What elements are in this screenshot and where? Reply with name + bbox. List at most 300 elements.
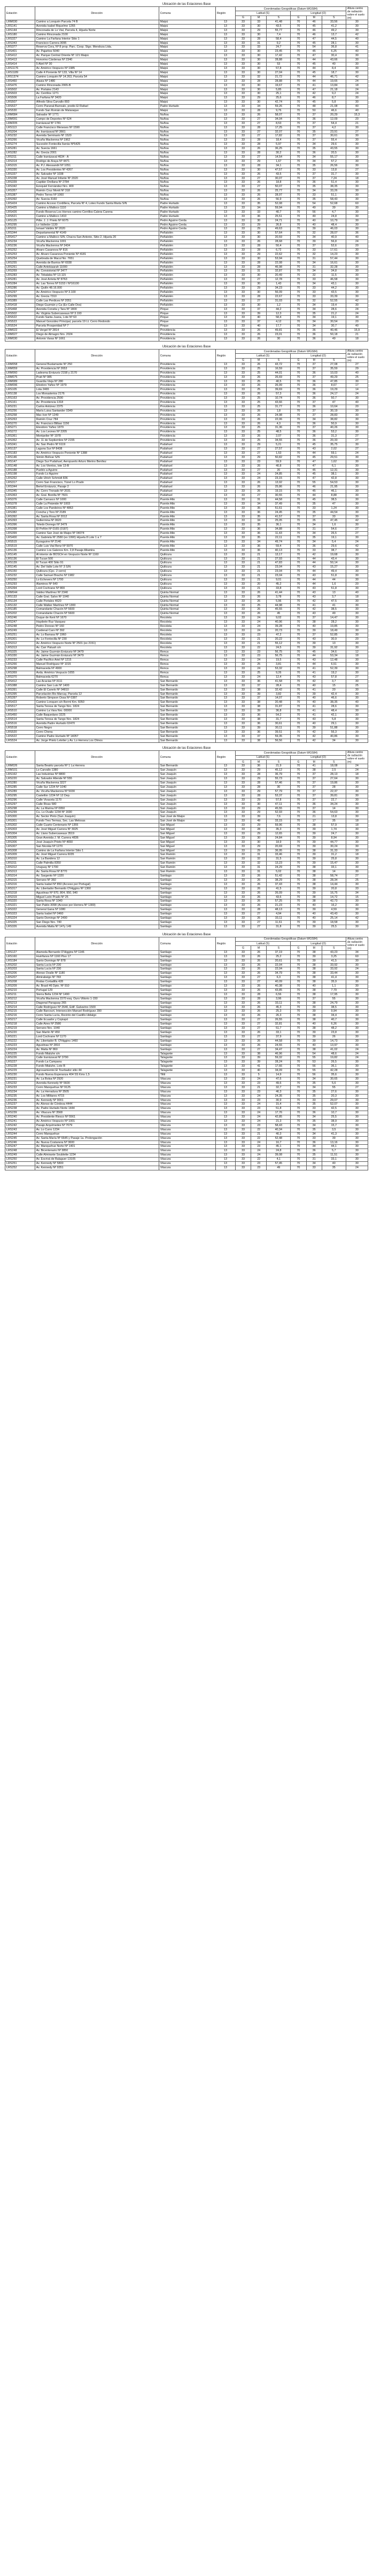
table-row (5, 646, 368, 650)
cell-lon-s: 56,8 (322, 240, 346, 244)
cell-lat-s: 30 (267, 337, 291, 341)
cell-lat-g: 33 (235, 193, 251, 198)
cell-lat-g: 33 (235, 316, 251, 320)
cell-lon-m: 47 (306, 464, 322, 468)
cell-lon-g: 70 (291, 1027, 306, 1031)
section-title: Ubicación de las Estaciones Base (162, 747, 211, 750)
cell-estacion: LRS370 (5, 675, 35, 679)
cell-comuna: Renca (159, 667, 215, 671)
cell-lon-g: 70 (291, 151, 306, 156)
cell-lon-g: 70 (291, 658, 306, 663)
cell-lon-g: 70 (291, 739, 306, 743)
cell-lon-g: 70 (291, 1022, 306, 1027)
cell-direccion: Calle Francisco Meneses Nº 1590 (35, 126, 159, 130)
cell-lon-m: 33 (306, 193, 322, 198)
cell-comuna: San Bernardo (159, 679, 215, 684)
cell-comuna: Providencia (159, 379, 215, 384)
cell-altura: 40 (346, 401, 368, 405)
cell-lat-m: 30 (251, 71, 267, 75)
cell-lon-g: 70 (291, 591, 306, 595)
cell-lon-s: 4,59 (322, 908, 346, 912)
cell-lat-s: 34,79 (267, 972, 291, 976)
cell-comuna: Puente Alto (159, 540, 215, 544)
cell-lon-g: 70 (291, 75, 306, 79)
table-row (5, 45, 368, 50)
cell-lon-m: 37 (306, 401, 322, 405)
cell-lat-g: 33 (235, 739, 251, 743)
cell-lat-m: 28 (251, 79, 267, 83)
cell-comuna: Vitacura (159, 1120, 215, 1124)
cell-lon-g: 70 (291, 417, 306, 422)
cell-lon-s: 28,6 (322, 307, 346, 312)
cell-lon-s: 48,2 (322, 1027, 346, 1031)
cell-lat-s: 1,53 (267, 451, 291, 455)
cell-lat-m: 28 (251, 164, 267, 168)
cell-lon-m: 37 (306, 362, 322, 367)
cell-altura: 24 (346, 451, 368, 455)
cell-direccion: Cerro Santa Lucía, Recinto del Castillo Hidalgo (35, 1014, 159, 1018)
cell-direccion: Calle Rodríguez Nº 2640, Edif. Galvarino 1500 (35, 1005, 159, 1010)
cell-region: 13 (215, 1094, 235, 1098)
cell-comuna: Santiago (159, 976, 215, 980)
cell-lat-g: 33 (235, 63, 251, 67)
table-row (5, 654, 368, 658)
cell-altura: 30 (346, 565, 368, 570)
table-row (5, 405, 368, 409)
cell-lat-g: 33 (235, 882, 251, 887)
cell-lat-m: 26 (251, 362, 267, 367)
cell-estacion: LRS219 (5, 1027, 35, 1031)
cell-comuna: Padre Hurtado (159, 206, 215, 210)
cell-estacion: LRS424 (5, 201, 35, 206)
cell-direccion: Alasia Nº 1480 (35, 79, 159, 83)
cell-lon-s: 18,7 (322, 71, 346, 75)
cell-lat-g: 33 (235, 223, 251, 227)
cell-lon-s: 24,7 (322, 832, 346, 836)
table-row (5, 891, 368, 895)
cell-altura: 24 (346, 88, 368, 92)
cell-direccion: Av. Consistorial Nº 3477 (35, 269, 159, 274)
cell-lat-m: 25 (251, 439, 267, 443)
cell-comuna: Puente Alto (159, 536, 215, 540)
cell-lat-m: 30 (251, 802, 267, 806)
cell-region: 13 (215, 1001, 235, 1005)
cell-estacion: LRS252 (5, 1166, 35, 1170)
cell-direccion: Camino a Lonquén Parcela 74 B (35, 20, 159, 25)
cell-lat-g: 33 (235, 105, 251, 109)
cell-estacion: LRS301 (5, 819, 35, 824)
cell-lat-m: 25 (251, 388, 267, 392)
cell-altura: 30 (346, 899, 368, 904)
cell-comuna: San Joaquín (159, 773, 215, 777)
cell-region: 13 (215, 899, 235, 904)
table-row (5, 663, 368, 667)
table-row (5, 1162, 368, 1166)
cell-comuna: Maipú (159, 96, 215, 100)
cell-lon-s: 31,33 (322, 849, 346, 853)
cell-direccion: Agustinas Nº 2810 (35, 1043, 159, 1048)
cell-altura: 30 (346, 379, 368, 384)
cell-region: 13 (215, 794, 235, 798)
cell-direccion: Av. 11 de Septiembre Nº 2155 (35, 439, 159, 443)
cell-lat-g: 33 (235, 392, 251, 397)
cell-estacion: LRS136 (5, 548, 35, 553)
cell-comuna: Quinta Normal (159, 595, 215, 599)
cell-lon-m: 43 (306, 574, 322, 578)
cell-lat-m: 27 (251, 1048, 267, 1052)
cell-direccion: Serrano Nro. 1040 (35, 1027, 159, 1031)
cell-lon-s: 13,8 (322, 815, 346, 819)
cell-lat-g: 33 (235, 219, 251, 223)
cell-altura: 30 (346, 734, 368, 739)
table-row (5, 849, 368, 853)
cell-region: 13 (215, 874, 235, 879)
cell-lat-s: 38,29 (267, 878, 291, 882)
header-latitud: Latitud (S) (235, 755, 290, 759)
cell-region: 13 (215, 92, 235, 96)
header-lat-m: M (251, 358, 267, 362)
cell-comuna: San Miguel (159, 832, 215, 836)
cell-lon-s: 19,2 (322, 671, 346, 676)
cell-lon-s: 35 (322, 1166, 346, 1170)
cell-lat-m: 29 (251, 777, 267, 781)
cell-altura: 20 (346, 637, 368, 641)
cell-region: 13 (215, 599, 235, 603)
cell-lat-m: 29 (251, 443, 267, 447)
cell-altura: 27 (346, 434, 368, 439)
cell-altura: 30 (346, 1031, 368, 1035)
cell-direccion: Pasaje Arquímedes Nº 7079 (35, 1123, 159, 1128)
cell-direccion: Av. Padre Hurtado Norte 1444 (35, 1107, 159, 1111)
cell-region: 13 (215, 274, 235, 278)
cell-lat-m: 27 (251, 451, 267, 455)
cell-lat-g: 33 (235, 1010, 251, 1014)
cell-region: 13 (215, 320, 235, 324)
cell-lon-s: 8,7 (322, 96, 346, 100)
cell-direccion: Eleodoro Yañez 1879 (35, 426, 159, 430)
cell-estacion: LRS230 (5, 1073, 35, 1077)
cell-altura: 30 (346, 265, 368, 269)
table-row (5, 633, 368, 637)
cell-lat-g: 33 (235, 455, 251, 460)
cell-direccion: Bertel Errázuriz, Pasaje 2 (35, 485, 159, 490)
cell-lat-m: 28 (251, 265, 267, 269)
cell-lon-g: 70 (291, 83, 306, 88)
cell-estacion: LRM060 (5, 371, 35, 375)
table-row (5, 379, 368, 384)
cell-direccion: Balmaceda Nº 4900 (35, 667, 159, 671)
cell-lat-g: 33 (235, 536, 251, 540)
cell-estacion: LRS148 (5, 464, 35, 468)
cell-direccion: Pueblo a Aguirre (35, 468, 159, 472)
cell-altura: 30 (346, 1018, 368, 1022)
cell-region: 13 (215, 185, 235, 189)
cell-comuna: Santiago (159, 972, 215, 976)
cell-lon-m: 38 (306, 1001, 322, 1005)
cell-region: 13 (215, 105, 235, 109)
cell-estacion: LRS161 (5, 401, 35, 405)
cell-altura: 30 (346, 126, 368, 130)
cell-lon-g: 70 (291, 201, 306, 206)
cell-lat-g: 33 (235, 1048, 251, 1052)
cell-lon-g: 70 (291, 798, 306, 802)
cell-region: 13 (215, 836, 235, 840)
cell-lon-g: 70 (291, 967, 306, 972)
cell-lon-s: 42,8 (322, 477, 346, 481)
cell-estacion: LRS514 (5, 718, 35, 722)
cell-lat-m: 25 (251, 603, 267, 608)
cell-region: 13 (215, 713, 235, 718)
cell-lon-m: 38 (306, 972, 322, 976)
cell-estacion: LRS255 (5, 261, 35, 265)
cell-lon-g: 70 (291, 1010, 306, 1014)
cell-direccion: Fundo Mialuhe s/n (35, 1052, 159, 1056)
cell-lat-g: 33 (235, 181, 251, 185)
header-lon-g: G (291, 15, 306, 20)
cell-direccion: Av. Los Leones Nº 2205 (35, 430, 159, 434)
cell-direccion: Camino Padre Hurtado Nº 14057 (35, 734, 159, 739)
cell-altura: 20 (346, 405, 368, 409)
cell-lat-s: 31,03 (267, 299, 291, 303)
cell-direccion: Sierra Bella 1234 Nº 1490 (35, 992, 159, 997)
cell-direccion: Av. Cerrillos 1271 (35, 92, 159, 96)
cell-lon-m: 38 (306, 895, 322, 899)
cell-lat-s: 21,3 (267, 1120, 291, 1124)
cell-lat-m: 26 (251, 967, 267, 972)
cell-region: 13 (215, 1145, 235, 1149)
cell-lat-m: 38 (251, 701, 267, 705)
cell-region: 13 (215, 121, 235, 126)
table-row (5, 908, 368, 912)
cell-comuna: San Ramón (159, 866, 215, 870)
cell-lat-g: 33 (235, 1094, 251, 1098)
cell-region: 13 (215, 269, 235, 274)
cell-region: 13 (215, 608, 235, 612)
table-row (5, 156, 368, 160)
cell-altura: 30 (346, 156, 368, 160)
cell-lon-m: 36 (306, 379, 322, 384)
cell-lat-g: 33 (235, 925, 251, 929)
cell-lon-m: 39 (306, 891, 322, 895)
table-row (5, 565, 368, 570)
cell-lon-s: 21,18 (322, 88, 346, 92)
cell-lon-s: 28,83 (322, 413, 346, 417)
cell-lon-m: 42 (306, 679, 322, 684)
cell-lon-m: 34 (306, 1123, 322, 1128)
cell-comuna: Vitacura (159, 1115, 215, 1120)
cell-lat-m: 26 (251, 950, 267, 955)
cell-lat-g: 33 (235, 92, 251, 96)
table-row (5, 134, 368, 138)
cell-lat-m: 24 (251, 629, 267, 633)
cell-region: 13 (215, 548, 235, 553)
cell-estacion: LRS236 (5, 1098, 35, 1103)
cell-region: 13 (215, 294, 235, 299)
cell-lat-m: 27 (251, 1022, 267, 1027)
cell-lon-s: 9,94 (322, 1010, 346, 1014)
header-lat-s: S (267, 946, 291, 950)
cell-lon-s: 52,07 (322, 1103, 346, 1107)
cell-lat-g: 33 (235, 28, 251, 33)
cell-region: 13 (215, 1115, 235, 1120)
cell-lon-g: 70 (291, 1153, 306, 1158)
cell-lat-s: 18,4 (267, 138, 291, 143)
cell-lon-m: 47 (306, 88, 322, 92)
cell-altura: 30 (346, 904, 368, 908)
cell-lat-s: 24,5 (267, 646, 291, 650)
cell-region: 13 (215, 79, 235, 83)
cell-lon-m: 36 (306, 405, 322, 409)
cell-lat-m: 26 (251, 392, 267, 397)
cell-lon-m: 34 (306, 143, 322, 147)
cell-lon-g: 70 (291, 109, 306, 113)
table-row (5, 1018, 368, 1022)
header-coordinates: Coordenadas Geográficas (Datum WGS84) (235, 937, 346, 941)
cell-altura: 30 (346, 261, 368, 265)
cell-lon-s: 50,7 (322, 397, 346, 401)
cell-region: 13 (215, 24, 235, 28)
cell-altura: 30 (346, 1149, 368, 1153)
cell-region: 13 (215, 134, 235, 138)
cell-lon-s: 26,5 (322, 1060, 346, 1065)
table-row (5, 210, 368, 214)
table-row (5, 333, 368, 337)
cell-lon-m: 39 (306, 920, 322, 925)
table-row (5, 1065, 368, 1069)
cell-lon-m: 38 (306, 769, 322, 773)
cell-direccion: Uruguay Nº 1700 (35, 866, 159, 870)
cell-lon-s: 16,61 (322, 261, 346, 265)
table-row (5, 853, 368, 857)
cell-estacion: LRS207 (5, 976, 35, 980)
cell-lat-g: 33 (235, 502, 251, 506)
cell-comuna: Puente Alto (159, 548, 215, 553)
cell-lat-m: 24 (251, 1077, 267, 1081)
cell-lat-m: 21 (251, 565, 267, 570)
cell-region: 13 (215, 206, 235, 210)
cell-altura: 30 (346, 1039, 368, 1043)
cell-direccion: José Joaquín Prieto Nº 4650 (35, 840, 159, 844)
cell-lat-m: 26 (251, 485, 267, 490)
cell-comuna: Talagante (159, 1069, 215, 1073)
cell-lat-m: 26 (251, 899, 267, 904)
cell-lon-m: 45 (306, 498, 322, 502)
cell-lat-g: 33 (235, 464, 251, 468)
cell-lon-s: 39 (322, 1136, 346, 1140)
cell-lon-s: 43,43 (322, 912, 346, 917)
cell-lat-s: 4,1 (267, 1158, 291, 1162)
cell-lat-s: 49,6 (267, 1081, 291, 1085)
cell-estacion: LRS240 (5, 1115, 35, 1120)
cell-lat-g: 33 (235, 980, 251, 984)
header-comuna: Comuna (159, 751, 215, 764)
cell-lon-m: 37 (306, 176, 322, 181)
header-lat-s: S (267, 358, 291, 362)
cell-lon-s: 44,2 (322, 286, 346, 291)
cell-region: 13 (215, 1018, 235, 1022)
cell-comuna: Santiago (159, 899, 215, 904)
cell-lon-g: 70 (291, 24, 306, 28)
cell-lon-m: 41 (306, 705, 322, 709)
cell-direccion: Avenida Seminario Nº 1520 (35, 134, 159, 138)
cell-comuna: Pudahuel (159, 485, 215, 490)
cell-lon-g: 70 (291, 684, 306, 688)
section-title: Ubicación de las Estaciones Base (162, 345, 211, 348)
cell-estacion: LRS284 (5, 282, 35, 286)
cell-lat-g: 33 (235, 992, 251, 997)
cell-lon-s: 5,7 (322, 1149, 346, 1153)
cell-direccion: Santo Domingo Nº 878 (35, 959, 159, 963)
cell-comuna: Santiago (159, 984, 215, 989)
table-row (5, 248, 368, 252)
table-row (5, 963, 368, 967)
cell-lon-s: 51,88 (322, 726, 346, 730)
cell-lat-s: 4,3 (267, 422, 291, 426)
cell-direccion: Avenida Padre Hurtado 02470 (35, 721, 159, 726)
cell-lat-s: 1,43 (267, 282, 291, 286)
cell-lat-m: 21 (251, 574, 267, 578)
cell-lon-m: 39 (306, 857, 322, 862)
cell-lon-g: 70 (291, 455, 306, 460)
cell-lat-m: 27 (251, 299, 267, 303)
cell-lat-s: 31,8 (267, 925, 291, 929)
cell-lat-g: 33 (235, 443, 251, 447)
cell-comuna: San Joaquín (159, 785, 215, 789)
cell-lon-s: 8,67 (322, 384, 346, 388)
cell-comuna: San Joaquín (159, 798, 215, 802)
cell-lon-g: 70 (291, 1085, 306, 1090)
cell-lon-s: 25,14 (322, 917, 346, 921)
cell-comuna: San Joaquín (159, 789, 215, 794)
cell-comuna: Providencia (159, 362, 215, 367)
cell-lat-g: 33 (235, 434, 251, 439)
table-row (5, 616, 368, 620)
cell-lon-m: 40 (306, 696, 322, 701)
cell-lon-s: 39 (322, 206, 346, 210)
cell-comuna: Ñuñoa (159, 172, 215, 176)
cell-direccion: Av. Brasil 46 Dpto. Nº 910 (35, 984, 159, 989)
cell-lon-g: 70 (291, 1001, 306, 1005)
cell-lat-g: 33 (235, 117, 251, 121)
cell-lon-m: 54 (306, 1052, 322, 1056)
table-row (5, 185, 368, 189)
cell-lat-m: 26 (251, 612, 267, 616)
cell-direccion: Av. P.J. Alessandri Nº 1051 (35, 164, 159, 168)
cell-lat-m: 40 (251, 324, 267, 329)
cell-lon-g: 70 (291, 633, 306, 637)
cell-estacion: LRS412 (5, 679, 35, 684)
cell-lon-m: 45 (306, 100, 322, 105)
cell-lon-g: 70 (291, 219, 306, 223)
cell-lat-m: 24 (251, 620, 267, 625)
cell-lon-g: 70 (291, 1128, 306, 1132)
cell-direccion: Camino Lonquén Nº 14.263, Parcela 54 (35, 75, 159, 79)
cell-lon-g: 70 (291, 329, 306, 333)
cell-direccion: Calle Sur 1234 Nº 1040 (35, 785, 159, 789)
cell-altura: 30 (346, 1120, 368, 1124)
table-row (5, 1014, 368, 1018)
cell-lat-m: 29 (251, 849, 267, 853)
cell-lon-s: 7,24 (322, 176, 346, 181)
header-region: Región (215, 349, 235, 362)
cell-lon-g: 70 (291, 172, 306, 176)
table-row (5, 739, 368, 743)
cell-direccion: Irarrázaval Nº 1781 (35, 121, 159, 126)
cell-region: 13 (215, 1022, 235, 1027)
cell-lat-g: 33 (235, 794, 251, 798)
cell-altura: 30 (346, 257, 368, 261)
cell-lat-s: 40,3 (267, 1132, 291, 1136)
